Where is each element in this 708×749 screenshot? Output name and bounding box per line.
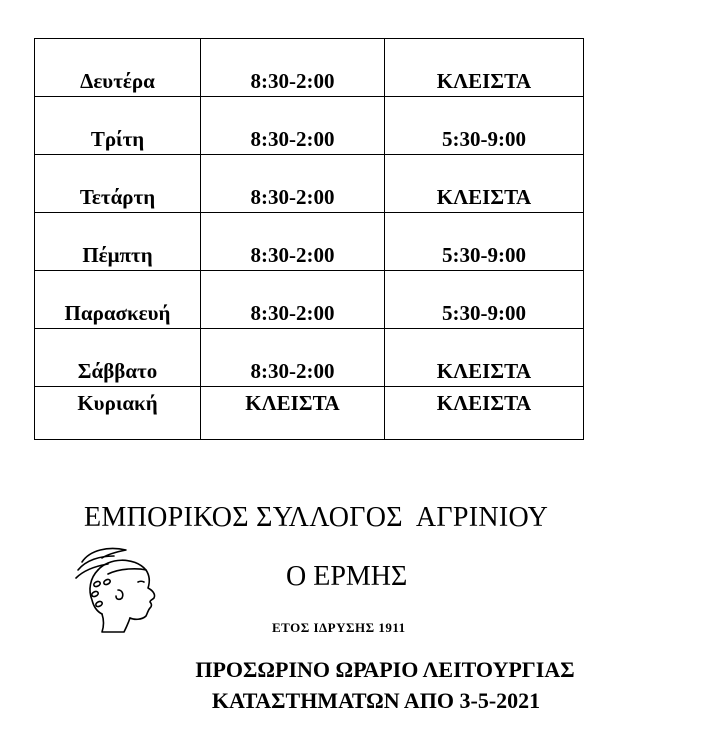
morning-hours-cell: 8:30-2:00 — [201, 39, 385, 97]
morning-hours-cell: 8:30-2:00 — [201, 271, 385, 329]
afternoon-hours-cell: ΚΛΕΙΣΤΑ — [385, 155, 584, 213]
notice-title-line2: ΚΑΤΑΣΤΗΜΑΤΩΝ ΑΠΟ 3-5-2021 — [211, 688, 541, 713]
afternoon-hours-cell: 5:30-9:00 — [385, 271, 584, 329]
afternoon-hours-cell: ΚΛΕΙΣΤΑ — [385, 329, 584, 387]
day-cell: Πέμπτη — [35, 213, 201, 271]
opening-hours-table — [34, 38, 584, 440]
day-cell: Τετάρτη — [35, 155, 201, 213]
table-row — [35, 213, 584, 271]
day-cell: Τρίτη — [35, 97, 201, 155]
hermes-head-icon — [68, 540, 164, 636]
table-row — [35, 329, 584, 387]
table-row — [35, 387, 584, 440]
morning-hours-cell: 8:30-2:00 — [201, 213, 385, 271]
afternoon-hours-cell: 5:30-9:00 — [385, 97, 584, 155]
morning-hours-cell: 8:30-2:00 — [201, 329, 385, 387]
afternoon-hours-cell: ΚΛΕΙΣΤΑ — [385, 39, 584, 97]
morning-hours-cell: ΚΛΕΙΣΤΑ — [201, 387, 385, 440]
afternoon-hours-cell: ΚΛΕΙΣΤΑ — [385, 387, 584, 440]
day-cell: Δευτέρα — [35, 39, 201, 97]
table-row — [35, 155, 584, 213]
association-subtitle: Ο ΕΡΜΗΣ — [286, 561, 408, 592]
afternoon-hours-cell: 5:30-9:00 — [385, 213, 584, 271]
day-cell: Κυριακή — [35, 387, 201, 440]
notice-title-line1: ΠΡΟΣΩΡΙΝΟ ΩΡΑΡΙΟ ΛΕΙΤΟΥΡΓΙΑΣ — [195, 657, 575, 682]
founded-year: ΕΤΟΣ ΙΔΡΥΣΗΣ 1911 — [272, 620, 406, 635]
table-row — [35, 271, 584, 329]
day-cell: Παρασκευή — [35, 271, 201, 329]
morning-hours-cell: 8:30-2:00 — [201, 155, 385, 213]
morning-hours-cell: 8:30-2:00 — [201, 97, 385, 155]
table-row — [35, 97, 584, 155]
day-cell: Σάββατο — [35, 329, 201, 387]
association-name: ΕΜΠΟΡΙΚΟΣ ΣΥΛΛΟΓΟΣ ΑΓΡΙΝΙΟΥ — [84, 502, 549, 533]
table-row — [35, 39, 584, 97]
